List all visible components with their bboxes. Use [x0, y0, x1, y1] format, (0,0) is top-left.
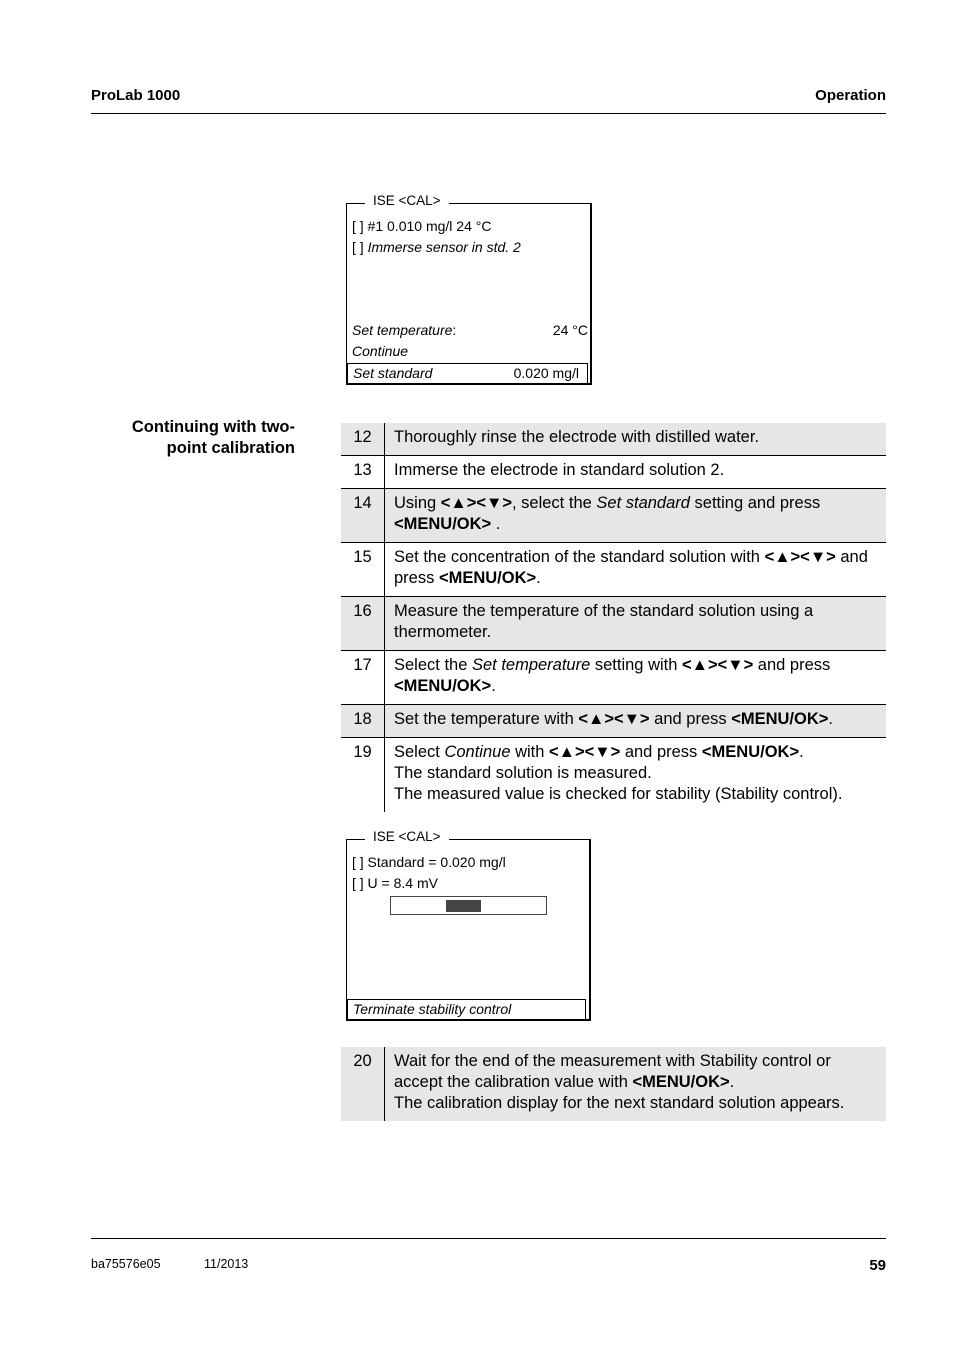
bracket: [ ] — [352, 239, 368, 255]
step-row — [341, 423, 886, 456]
text-run: The measured value is checked for stability (Stability control). — [394, 785, 843, 803]
step-number: 14 — [341, 489, 385, 542]
text-run: <MENU/OK> — [438, 569, 537, 587]
text-run: Set the concentration of the standard solution with — [394, 548, 765, 566]
text-run: Select the — [394, 656, 472, 674]
step-number: 18 — [341, 705, 385, 737]
screen-title: ISE <CAL> — [365, 193, 449, 208]
display-screen-set-standard — [346, 193, 592, 385]
text-run: and press — [620, 743, 702, 761]
value: 0.020 mg/l — [513, 365, 579, 381]
step-row — [341, 489, 886, 543]
text-run: with — [510, 743, 550, 761]
text-run: <▲><▼> — [764, 548, 836, 566]
page-number: 59 — [869, 1257, 886, 1274]
text-run: <▲><▼> — [440, 494, 512, 512]
doc-number: ba75576e05 — [91, 1257, 161, 1271]
step-text — [385, 738, 848, 812]
header-section: Operation — [815, 87, 886, 104]
step-text — [385, 423, 765, 455]
instruction: Immerse sensor in std. 2 — [367, 239, 521, 255]
text-run: Thoroughly rinse the electrode with distilled water. — [394, 428, 760, 446]
footer-rule — [91, 1238, 886, 1239]
menu-continue[interactable]: Continue — [352, 343, 409, 359]
menu-set-temperature[interactable] — [352, 322, 456, 338]
text-run: and press — [394, 548, 868, 587]
step-number: 19 — [341, 738, 385, 812]
text-run: Continue — [444, 743, 511, 761]
step-text — [385, 597, 886, 650]
step-number: 16 — [341, 597, 385, 650]
text-run: <MENU/OK> — [394, 677, 492, 695]
text-run: <▲><▼> — [578, 710, 650, 728]
step-text — [385, 705, 839, 737]
step-row — [341, 1047, 886, 1121]
text-run: Set standard — [596, 494, 690, 512]
text-run: <MENU/OK> — [731, 710, 829, 728]
step-number: 12 — [341, 423, 385, 455]
text-run: The standard solution is measured. — [394, 764, 652, 782]
text-run: . — [828, 710, 833, 728]
label: Set standard — [353, 365, 433, 381]
label: Terminate stability control — [353, 1001, 512, 1017]
text-run: <▲><▼> — [549, 743, 621, 761]
header-product: ProLab 1000 — [91, 87, 181, 104]
text-run: , select the — [512, 494, 597, 512]
step-row — [341, 651, 886, 705]
step-row — [341, 738, 886, 812]
text-run: Set the temperature with — [394, 710, 579, 728]
doc-date: 11/2013 — [204, 1257, 249, 1271]
text-run: setting and press — [689, 494, 821, 512]
step-number: 17 — [341, 651, 385, 704]
steps-table — [341, 423, 886, 812]
step-row — [341, 705, 886, 738]
section-heading: Continuing with two-point calibration — [131, 418, 295, 457]
text-run: <MENU/OK> — [701, 743, 800, 761]
menu-terminate-stability[interactable] — [347, 999, 586, 1020]
text-run: <▲><▼> — [682, 656, 754, 674]
text-run: Measure the temperature of the standard solution using a thermometer. — [394, 602, 814, 641]
stability-progress-bar — [390, 896, 547, 915]
colon: : — [452, 322, 457, 338]
header-rule — [91, 113, 886, 114]
step-number: 13 — [341, 456, 385, 488]
step-row — [341, 597, 886, 651]
step-row — [341, 543, 886, 597]
text-run: <MENU/OK> — [632, 1073, 730, 1091]
text-run: Immerse the electrode in standard solution 2. — [394, 461, 725, 479]
screen-line — [352, 239, 521, 255]
step-text — [385, 543, 886, 596]
text-run: Select — [394, 743, 445, 761]
step-text — [385, 651, 886, 704]
progress-fill — [446, 900, 481, 912]
text-run: Using — [394, 494, 441, 512]
step-text — [385, 456, 730, 488]
display-screen-stability — [346, 829, 591, 1021]
step-row — [341, 456, 886, 489]
text-run: Set temperature — [471, 656, 591, 674]
text-run: . — [729, 1073, 735, 1091]
step-number: 15 — [341, 543, 385, 596]
text-run: setting with — [590, 656, 682, 674]
step-number: 20 — [341, 1047, 385, 1121]
text-run: . — [491, 515, 501, 533]
text-run: <MENU/OK> — [394, 515, 492, 533]
step-text — [385, 1047, 886, 1121]
text-run: . — [491, 677, 496, 695]
text-run: Wait for the end of the measurement with Stability control or accept the calibration value with — [394, 1052, 831, 1091]
label: Set temperature — [352, 322, 453, 338]
screen-line: [ ] #1 0.010 mg/l 24 °C — [352, 218, 492, 234]
text-run: . — [536, 569, 541, 587]
text-run: and press — [649, 710, 732, 728]
text-run: and press — [753, 656, 831, 674]
menu-set-standard[interactable] — [347, 363, 588, 384]
screen-title: ISE <CAL> — [365, 829, 449, 844]
temp-value: 24 °C — [552, 322, 588, 338]
screen-line: [ ] Standard = 0.020 mg/l — [352, 854, 506, 870]
text-run: . — [799, 743, 804, 761]
steps-table — [341, 1047, 886, 1121]
screen-line: [ ] U = 8.4 mV — [352, 875, 438, 891]
text-run: The calibration display for the next standard solution appears. — [394, 1094, 845, 1112]
step-text — [385, 489, 886, 542]
